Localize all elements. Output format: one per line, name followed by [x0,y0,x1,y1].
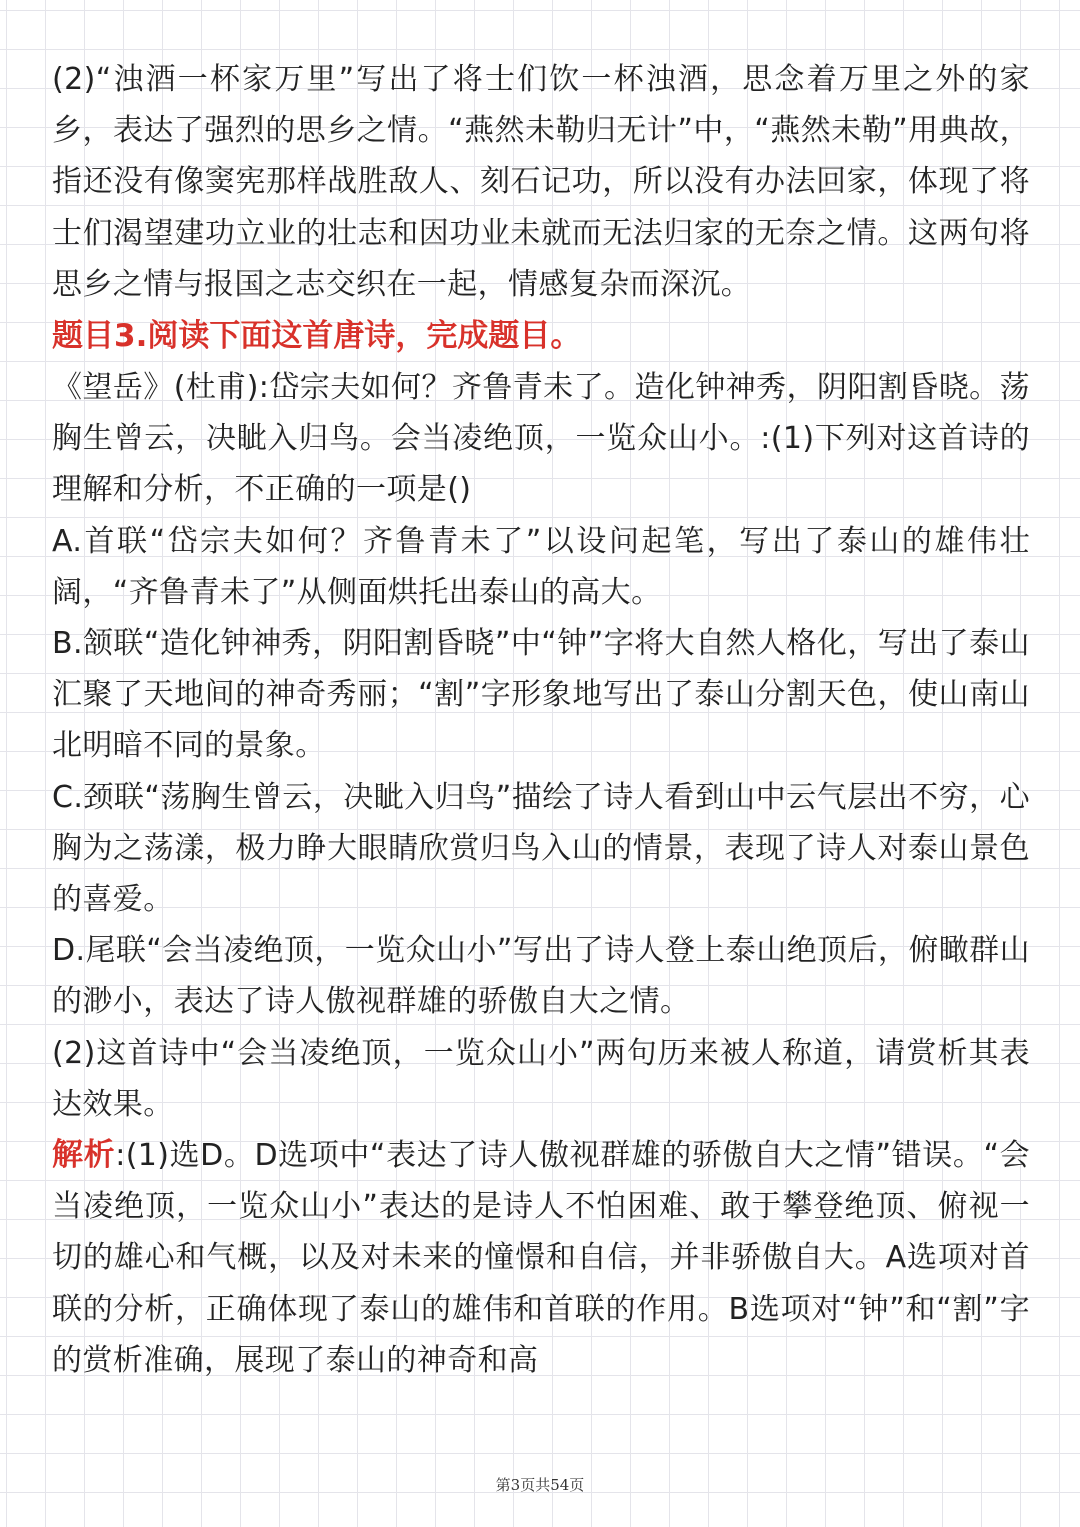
question-3-heading: 题目3.阅读下面这首唐诗，完成题目。 [52,318,582,355]
answer-paragraph-2: (2)“浊酒一杯家万里”写出了将士们饮一杯浊酒，思念着万里之外的家乡，表达了强烈的思乡之情。“燕然未勒归无计”中，“燕然未勒”用典故，指还没有像窦宪那样战胜敌人、刻石记功，所以没有办法回家，体现了将士们渴望建功立业的壮志和因功业未就而无法归家的无奈之情。这两句将思乡之情与报国之志交织在一起，情感复杂而深沉。 [52,62,1030,302]
question-2: (2)这首诗中“会当凌绝顶，一览众山小”两句历来被人称道，请赏析其表达效果。 [52,1035,1030,1122]
page-footer: 第3页共54页 [495,1476,585,1494]
document-body [52,54,1030,1386]
analysis-text: :(1)选D。D选项中“表达了诗人傲视群雄的骄傲自大之情”错误。“会当凌绝顶，一览众山小”表达的是诗人不怕困难、敢于攀登绝顶、俯视一切的雄心和气概，以及对未来的憧憬和自信，并非骄傲自大。A选项对首联的分析，正确体现了泰山的雄伟和首联的作用。B选项对“钟”和“割”字的赏析准确，展现了泰山的神奇和高 [52,1138,1030,1378]
poem-and-question-1: 《望岳》(杜甫):岱宗夫如何？齐鲁青未了。造化钟神秀，阴阳割昏晓。荡胸生曾云，决眦入归鸟。会当凌绝顶，一览众山小。:(1)下列对这首诗的理解和分析，不正确的一项是() [52,370,1030,508]
option-c: C.颈联“荡胸生曾云，决眦入归鸟”描绘了诗人看到山中云气层出不穷，心胸为之荡漾，极力睁大眼睛欣赏归鸟入山的情景，表现了诗人对泰山景色的喜爱。 [52,779,1030,918]
analysis-paragraph [52,1130,1030,1386]
option-d: D.尾联“会当凌绝顶，一览众山小”写出了诗人登上泰山绝顶后，俯瞰群山的渺小，表达了诗人傲视群雄的骄傲自大之情。 [52,933,1030,1020]
analysis-label: 解析 [52,1137,116,1174]
option-b: B.颔联“造化钟神秀，阴阳割昏晓”中“钟”字将大自然人格化，写出了泰山汇聚了天地间的神奇秀丽；“割”字形象地写出了泰山分割天色，使山南山北明暗不同的景象。 [52,626,1030,764]
option-a: A.首联“岱宗夫如何？齐鲁青未了”以设问起笔，写出了泰山的雄伟壮阔，“齐鲁青未了”从侧面烘托出泰山的高大。 [52,523,1030,610]
